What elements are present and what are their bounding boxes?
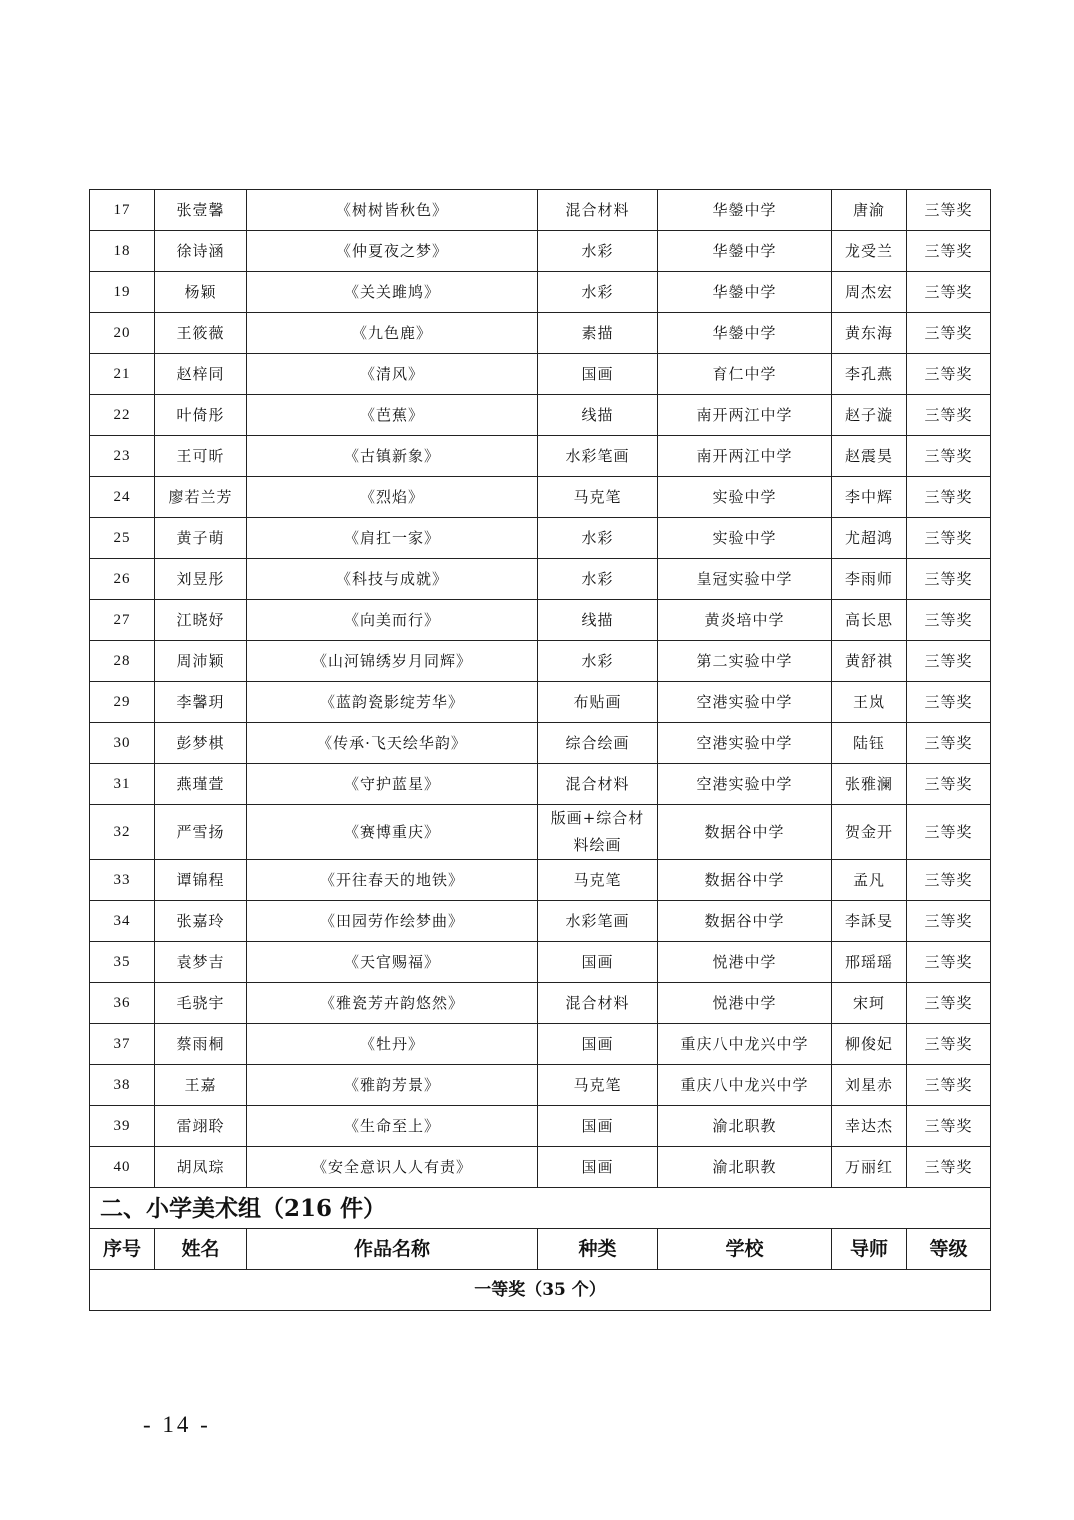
cell-teacher: 张雅澜 [832,764,907,805]
cell-name: 王可昕 [155,436,247,477]
cell-level: 三等奖 [907,354,991,395]
cell-teacher: 万丽红 [832,1147,907,1188]
cell-name: 廖若兰芳 [155,477,247,518]
cell-school: 数据谷中学 [658,901,832,942]
table-row [90,1024,991,1065]
cell-category: 素描 [538,313,658,354]
cell-category: 马克笔 [538,477,658,518]
cell-category: 布贴画 [538,682,658,723]
table-row [90,559,991,600]
cell-name: 严雪扬 [155,805,247,860]
page-number: - 14 - [143,1412,211,1437]
cell-category: 混合材料 [538,983,658,1024]
cell-level: 三等奖 [907,805,991,860]
cell-category: 水彩 [538,641,658,682]
cell-level: 三等奖 [907,942,991,983]
cell-name: 胡凤琮 [155,1147,247,1188]
table-body [90,190,991,1188]
cell-no: 19 [90,272,155,313]
cell-no: 24 [90,477,155,518]
cell-school: 空港实验中学 [658,764,832,805]
cell-name: 蔡雨桐 [155,1024,247,1065]
cell-no: 18 [90,231,155,272]
cell-category: 水彩 [538,518,658,559]
cell-no: 36 [90,983,155,1024]
cell-no: 33 [90,860,155,901]
cell-name: 王筱薇 [155,313,247,354]
cell-no: 29 [90,682,155,723]
cell-school: 华鎣中学 [658,313,832,354]
cell-name: 谭锦程 [155,860,247,901]
cell-school: 渝北职教 [658,1147,832,1188]
cell-name: 李馨玥 [155,682,247,723]
cell-name: 赵梓同 [155,354,247,395]
table-row [90,190,991,231]
cell-level: 三等奖 [907,641,991,682]
header-title: 作品名称 [247,1229,538,1270]
cell-title: 《关关雎鸠》 [247,272,538,313]
cell-name: 江晓妤 [155,600,247,641]
cell-name: 彭梦棋 [155,723,247,764]
cell-school: 数据谷中学 [658,805,832,860]
cell-title: 《天官赐福》 [247,942,538,983]
cell-teacher: 李孔燕 [832,354,907,395]
cell-school: 悦港中学 [658,942,832,983]
header-category: 种类 [538,1229,658,1270]
cell-category: 国画 [538,1147,658,1188]
cell-teacher: 李雨师 [832,559,907,600]
cell-level: 三等奖 [907,395,991,436]
table-row [90,983,991,1024]
cell-teacher: 周杰宏 [832,272,907,313]
cell-title: 《守护蓝星》 [247,764,538,805]
cell-school: 数据谷中学 [658,860,832,901]
award-level-heading: 一等奖（35 个） [90,1270,991,1311]
table-row [90,477,991,518]
cell-school: 渝北职教 [658,1106,832,1147]
header-school: 学校 [658,1229,832,1270]
table-row [90,1147,991,1188]
table-row [90,860,991,901]
cell-no: 39 [90,1106,155,1147]
table-row [90,723,991,764]
cell-no: 25 [90,518,155,559]
cell-category: 版画+综合材料绘画 [538,805,658,860]
cell-title: 《山河锦绣岁月同辉》 [247,641,538,682]
cell-school: 实验中学 [658,518,832,559]
cell-school: 南开两江中学 [658,436,832,477]
table-row [90,600,991,641]
section-row [90,1188,991,1229]
cell-no: 23 [90,436,155,477]
cell-level: 三等奖 [907,1065,991,1106]
cell-teacher: 刘星赤 [832,1065,907,1106]
cell-level: 三等奖 [907,1106,991,1147]
cell-category: 线描 [538,600,658,641]
cell-no: 40 [90,1147,155,1188]
cell-teacher: 陆钰 [832,723,907,764]
cell-name: 刘昱彤 [155,559,247,600]
cell-title: 《清风》 [247,354,538,395]
cell-teacher: 孟凡 [832,860,907,901]
cell-school: 华鎣中学 [658,272,832,313]
cell-teacher: 尤超鸿 [832,518,907,559]
table-row [90,518,991,559]
header-teacher: 导师 [832,1229,907,1270]
cell-name: 徐诗涵 [155,231,247,272]
cell-no: 35 [90,942,155,983]
cell-title: 《烈焰》 [247,477,538,518]
cell-name: 王嘉 [155,1065,247,1106]
cell-category: 线描 [538,395,658,436]
cell-school: 空港实验中学 [658,682,832,723]
cell-teacher: 李訸旻 [832,901,907,942]
cell-name: 叶倚彤 [155,395,247,436]
cell-title: 《传承·飞天绘华韵》 [247,723,538,764]
cell-school: 皇冠实验中学 [658,559,832,600]
cell-name: 黄子萌 [155,518,247,559]
cell-teacher: 柳俊妃 [832,1024,907,1065]
cell-category: 马克笔 [538,1065,658,1106]
cell-title: 《蓝韵瓷影绽芳华》 [247,682,538,723]
cell-school: 南开两江中学 [658,395,832,436]
cell-teacher: 王岚 [832,682,907,723]
cell-no: 32 [90,805,155,860]
awards-table [89,189,991,1311]
table-row [90,272,991,313]
header-level: 等级 [907,1229,991,1270]
cell-title: 《九色鹿》 [247,313,538,354]
cell-category: 综合绘画 [538,723,658,764]
cell-teacher: 黄舒祺 [832,641,907,682]
cell-title: 《赛博重庆》 [247,805,538,860]
cell-name: 杨颖 [155,272,247,313]
cell-name: 毛骁宇 [155,983,247,1024]
cell-school: 空港实验中学 [658,723,832,764]
header-name: 姓名 [155,1229,247,1270]
cell-teacher: 宋珂 [832,983,907,1024]
cell-level: 三等奖 [907,983,991,1024]
cell-category: 水彩笔画 [538,436,658,477]
cell-level: 三等奖 [907,477,991,518]
cell-category: 水彩笔画 [538,901,658,942]
cell-category: 水彩 [538,231,658,272]
cell-title: 《开往春天的地铁》 [247,860,538,901]
cell-category: 国画 [538,1106,658,1147]
cell-teacher: 高长思 [832,600,907,641]
cell-no: 17 [90,190,155,231]
cell-level: 三等奖 [907,313,991,354]
cell-title: 《树树皆秋色》 [247,190,538,231]
table-row [90,942,991,983]
table-row [90,682,991,723]
cell-no: 27 [90,600,155,641]
cell-level: 三等奖 [907,1147,991,1188]
cell-name: 燕瑾萱 [155,764,247,805]
table-row [90,1065,991,1106]
cell-category: 水彩 [538,559,658,600]
cell-school: 重庆八中龙兴中学 [658,1065,832,1106]
cell-level: 三等奖 [907,600,991,641]
cell-school: 重庆八中龙兴中学 [658,1024,832,1065]
table-row [90,231,991,272]
cell-level: 三等奖 [907,1024,991,1065]
cell-category: 国画 [538,1024,658,1065]
table-row [90,436,991,477]
header-row [90,1229,991,1270]
cell-title: 《安全意识人人有责》 [247,1147,538,1188]
cell-name: 张壹馨 [155,190,247,231]
cell-teacher: 唐渝 [832,190,907,231]
table-row [90,641,991,682]
cell-no: 37 [90,1024,155,1065]
cell-name: 袁梦吉 [155,942,247,983]
cell-title: 《生命至上》 [247,1106,538,1147]
cell-level: 三等奖 [907,682,991,723]
cell-no: 22 [90,395,155,436]
cell-teacher: 邢瑶瑶 [832,942,907,983]
cell-title: 《雅韵芳景》 [247,1065,538,1106]
cell-category: 水彩 [538,272,658,313]
cell-teacher: 赵震昊 [832,436,907,477]
section-block [90,1188,991,1311]
cell-level: 三等奖 [907,723,991,764]
subheader-row [90,1270,991,1311]
cell-teacher: 李中辉 [832,477,907,518]
table-row [90,354,991,395]
cell-teacher: 黄东海 [832,313,907,354]
cell-no: 30 [90,723,155,764]
cell-title: 《田园劳作绘梦曲》 [247,901,538,942]
cell-name: 雷翊聆 [155,1106,247,1147]
cell-title: 《仲夏夜之梦》 [247,231,538,272]
table-row [90,805,991,860]
cell-name: 张嘉玲 [155,901,247,942]
section-title: 二、小学美术组（216 件） [90,1188,991,1229]
cell-category: 混合材料 [538,190,658,231]
cell-no: 26 [90,559,155,600]
cell-no: 21 [90,354,155,395]
table-row [90,901,991,942]
cell-level: 三等奖 [907,559,991,600]
cell-no: 31 [90,764,155,805]
cell-school: 悦港中学 [658,983,832,1024]
cell-level: 三等奖 [907,190,991,231]
cell-school: 育仁中学 [658,354,832,395]
cell-category: 国画 [538,354,658,395]
cell-title: 《肩扛一家》 [247,518,538,559]
cell-teacher: 龙受兰 [832,231,907,272]
cell-category: 国画 [538,942,658,983]
cell-no: 28 [90,641,155,682]
cell-name: 周沛颖 [155,641,247,682]
cell-title: 《古镇新象》 [247,436,538,477]
cell-level: 三等奖 [907,436,991,477]
cell-category: 马克笔 [538,860,658,901]
cell-title: 《牡丹》 [247,1024,538,1065]
cell-teacher: 赵子漩 [832,395,907,436]
cell-title: 《芭蕉》 [247,395,538,436]
cell-title: 《科技与成就》 [247,559,538,600]
header-no: 序号 [90,1229,155,1270]
cell-school: 实验中学 [658,477,832,518]
cell-level: 三等奖 [907,231,991,272]
cell-school: 华鎣中学 [658,231,832,272]
cell-school: 黄炎培中学 [658,600,832,641]
cell-level: 三等奖 [907,901,991,942]
cell-category: 混合材料 [538,764,658,805]
cell-title: 《雅瓷芳卉韵悠然》 [247,983,538,1024]
cell-level: 三等奖 [907,764,991,805]
cell-level: 三等奖 [907,518,991,559]
cell-no: 34 [90,901,155,942]
cell-no: 38 [90,1065,155,1106]
cell-level: 三等奖 [907,860,991,901]
cell-teacher: 贺金开 [832,805,907,860]
table-row [90,764,991,805]
table-row [90,313,991,354]
table-row [90,1106,991,1147]
cell-no: 20 [90,313,155,354]
table-row [90,395,991,436]
cell-school: 华鎣中学 [658,190,832,231]
cell-teacher: 幸达杰 [832,1106,907,1147]
cell-level: 三等奖 [907,272,991,313]
cell-school: 第二实验中学 [658,641,832,682]
cell-title: 《向美而行》 [247,600,538,641]
